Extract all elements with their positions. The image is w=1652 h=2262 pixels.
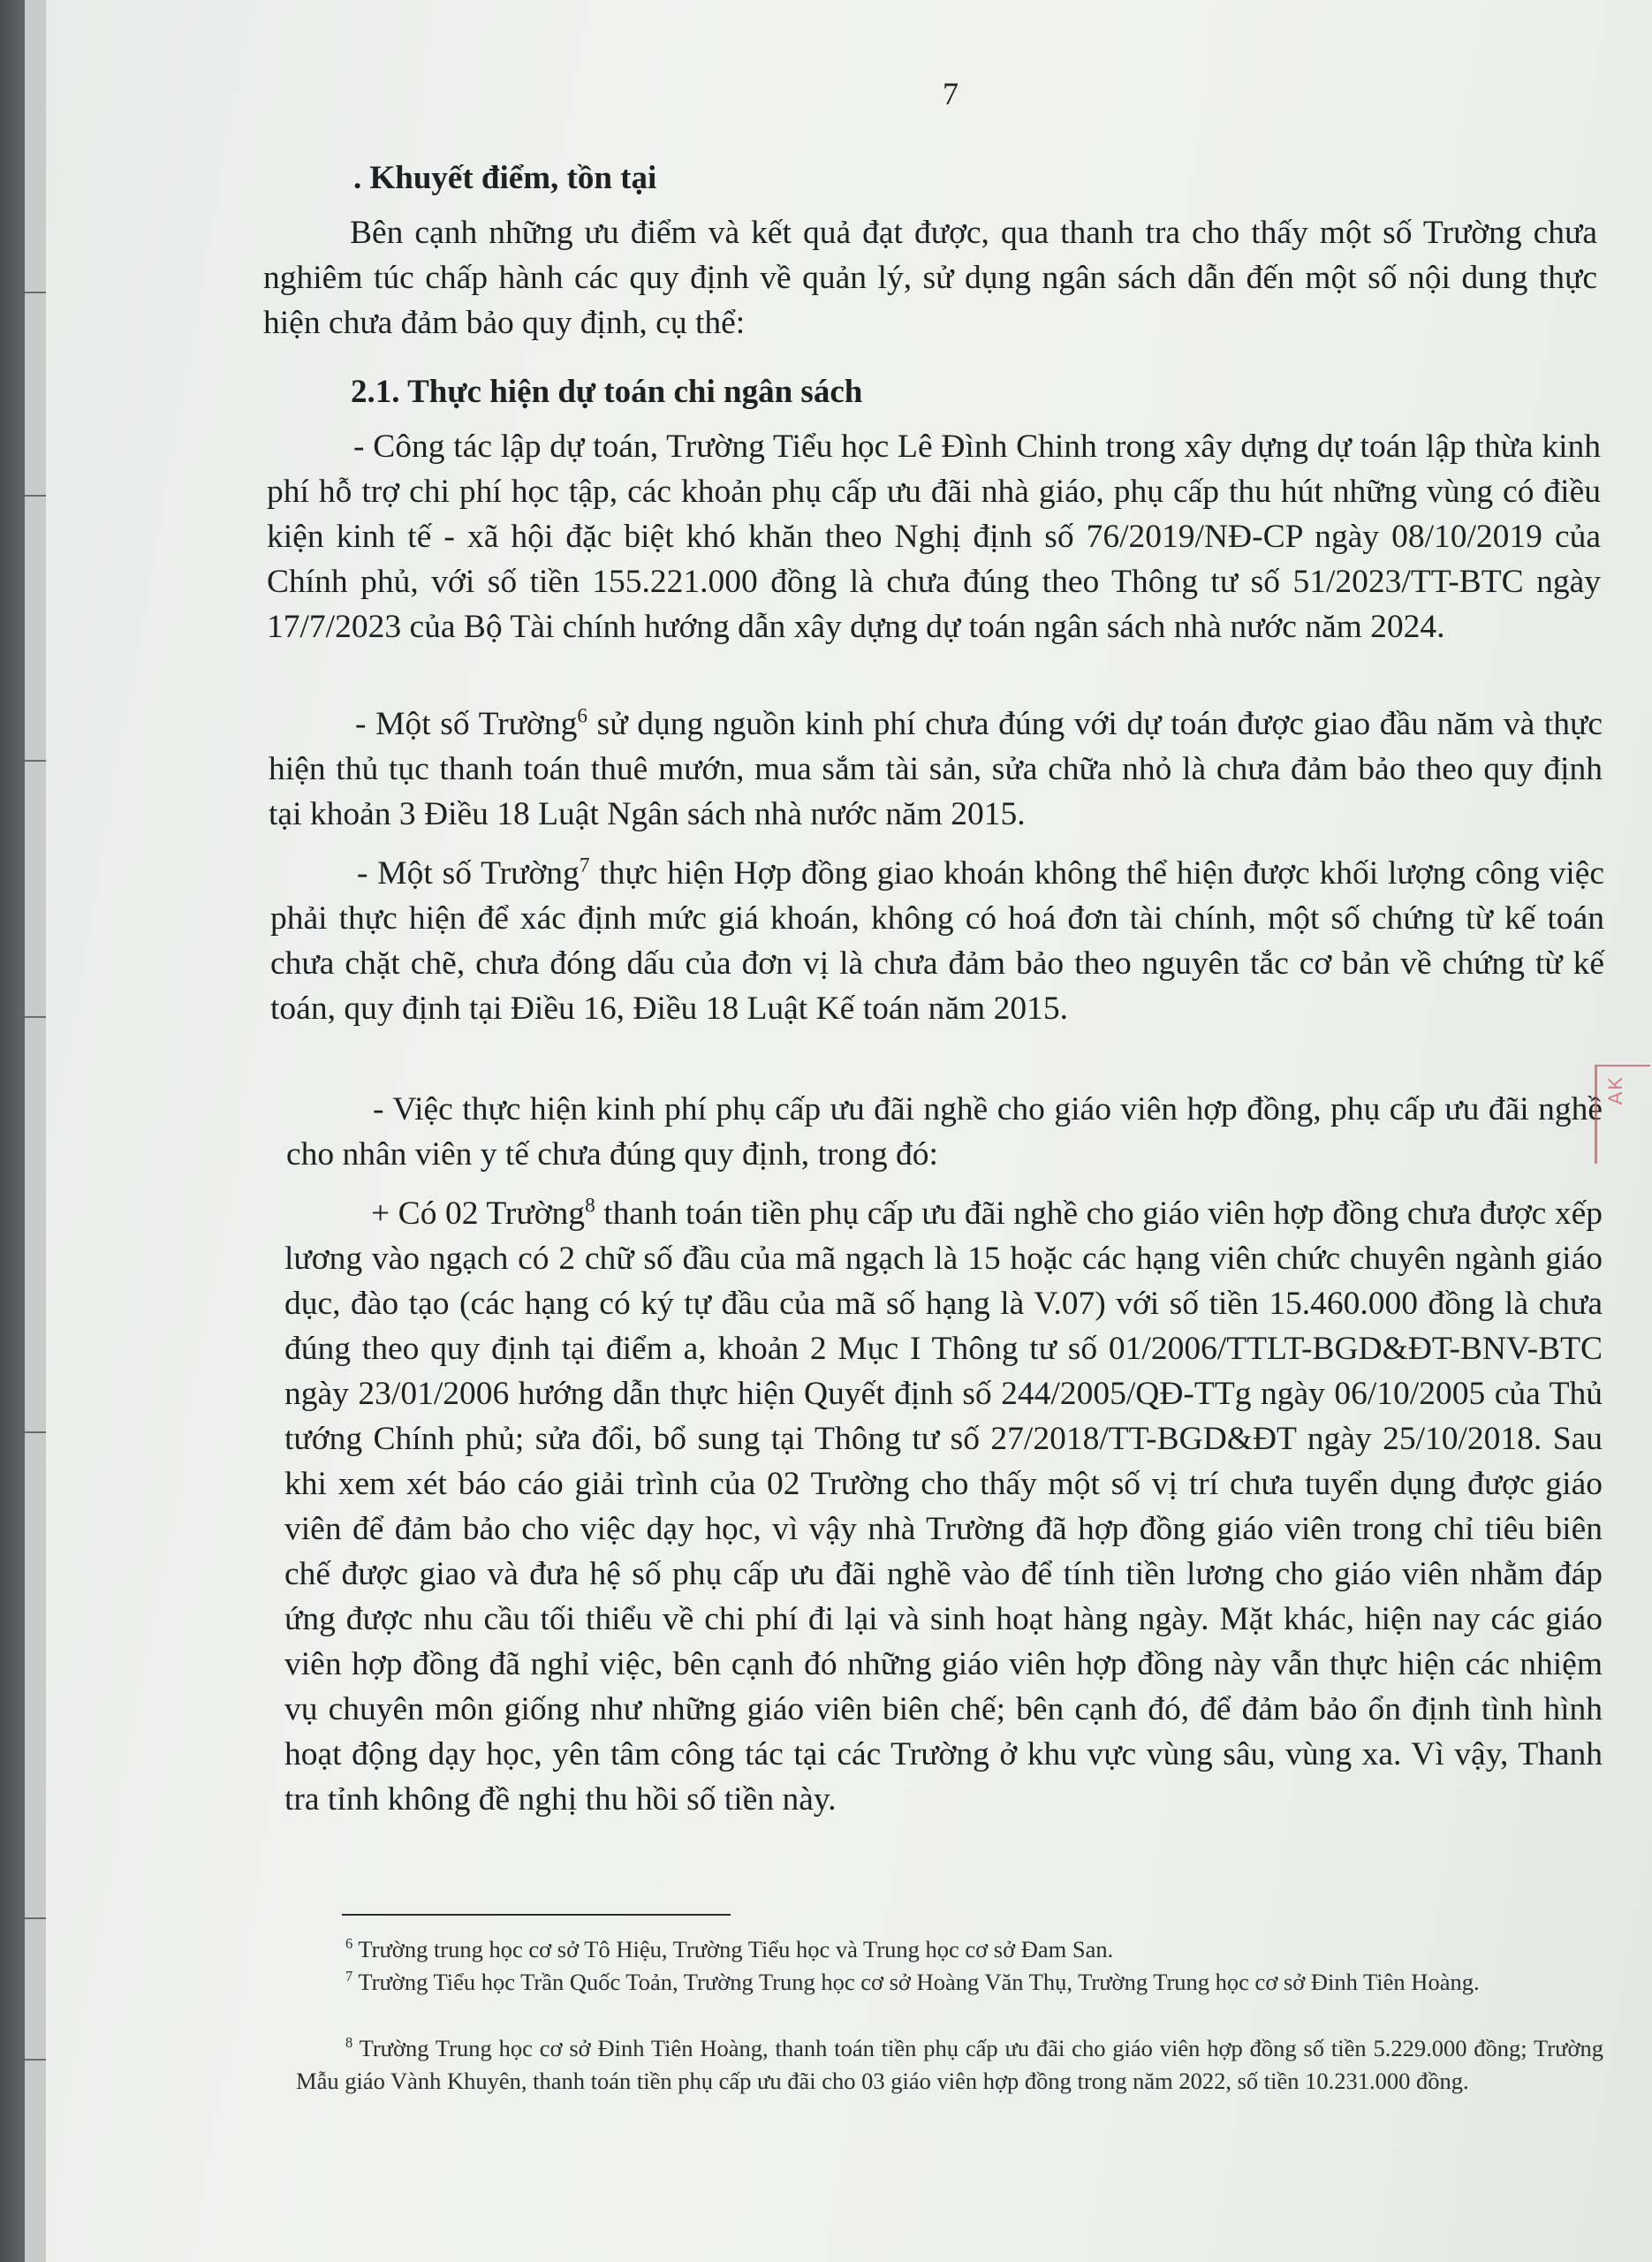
document-page [46, 0, 1652, 2262]
footnote-text: Trường Trung học cơ sở Đinh Tiên Hoàng, thanh toán tiền phụ cấp ưu đãi cho giáo viên hợp đồng số tiền 5.229.000 đồng; Trường Mẫu giáo Vành Khuyên, thanh toán tiền phụ cấp ưu đãi cho 03 giáo viên hợp đồng trong năm 2022, số tiền 10.231.000 đồng. [296, 2035, 1603, 2094]
subsection-heading: 2.1. Thực hiện dự toán chi ngân sách [351, 374, 863, 410]
footnote-7 [296, 1966, 1603, 1999]
paragraph-text: thanh toán tiền phụ cấp ưu đãi nghề cho giáo viên hợp đồng chưa được xếp lương vào ngạch có 2 chữ số đầu của mã ngạch là 15 hoặc các hạng viên chức chuyên ngành giáo dục, đào tạo (các hạng có ký tự đầu của mã số hạng là V.07) với số tiền 15.460.000 đồng là chưa đúng theo quy định tại điểm a, khoản 2 Mục I Thông tư số 01/2006/TTLT-BGD&ĐT-BNV-BTC ngày 23/01/2006 hướng dẫn thực hiện Quyết định số 244/2005/QĐ-TTg ngày 06/10/2005 của Thủ tướng Chính phủ; sửa đổi, bổ sung tại Thông tư số 27/2018/TT-BGD&ĐT ngày 25/10/2018. Sau khi xem xét báo cáo giải trình của 02 Trường cho thấy một số vị trí chưa tuyển dụng được giáo viên để đảm bảo cho việc dạy học, vì vậy nhà Trường đã hợp đồng giáo viên trong chỉ tiêu biên chế được giao và đưa hệ số phụ cấp ưu đãi nghề vào để tính tiền lương cho giáo viên nhằm đáp ứng được nhu cầu tối thiểu về chi phí đi lại và sinh hoạt hàng ngày. Mặt khác, hiện nay các giáo viên hợp đồng đã nghỉ việc, bên cạnh đó những giáo viên hợp đồng này vẫn thực hiện các nhiệm vụ chuyên môn giống như những giáo viên biên chế; bên cạnh đó, để đảm bảo ổn định tình hình hoạt động dạy học, yên tâm công tác tại các Trường ở khu vực vùng sâu, vùng xa. Vì vậy, Thanh tra tỉnh không đề nghị thu hồi số tiền này. [284, 1196, 1603, 1818]
intro-paragraph: Bên cạnh những ưu điểm và kết quả đạt được, qua thanh tra cho thấy một số Trường chưa nghiêm túc chấp hành các quy định về quản lý, sử dụng ngân sách dẫn đến một số nội dung thực hiện chưa đảm bảo quy định, cụ thể: [263, 215, 1597, 341]
paragraph-text: sử dụng nguồn kinh phí chưa đúng với dự toán được giao đầu năm và thực hiện thủ tục thanh toán thuê mướn, mua sắm tài sản, sửa chữa nhỏ là chưa đảm bảo theo quy định tại khoản 3 Điều 18 Luật Ngân sách nhà nước năm 2015. [269, 706, 1603, 832]
paragraph-contract [270, 851, 1604, 1031]
footnote-ref-6: 6 [577, 704, 587, 728]
footnote-text: Trường Tiểu học Trần Quốc Toản, Trường Trung học cơ sở Hoàng Văn Thụ, Trường Trung học cơ sở Đinh Tiên Hoàng. [352, 1969, 1480, 1995]
paragraph-text: + Có 02 Trường [371, 1196, 586, 1232]
footnote-6 [296, 1933, 1603, 1966]
paragraph-text: - Một số Trường [355, 706, 578, 742]
footnote-number: 8 [345, 2034, 353, 2052]
footnote-number: 7 [345, 1968, 353, 1985]
footnote-ref-8: 8 [585, 1194, 595, 1218]
page-number: 7 [943, 76, 959, 111]
paragraph-text: - Một số Trường [357, 855, 580, 892]
footnote-8 [296, 2032, 1603, 2098]
paragraph-budget-estimate: - Công tác lập dự toán, Trường Tiểu học Lê Đình Chinh trong xây dựng dự toán lập thừa kinh phí hỗ trợ chi phí học tập, các khoản phụ cấp ưu đãi nhà giáo, phụ cấp thu hút những vùng có điều kiện kinh tế - xã hội đặc biệt khó khăn theo Nghị định số 76/2019/NĐ-CP ngày 08/10/2019 của Chính phủ, với số tiền 155.221.000 đồng là chưa đúng theo Thông tư số 51/2023/TT-BTC ngày 17/7/2023 của Bộ Tài chính hướng dẫn xây dựng dự toán ngân sách nhà nước năm 2024. [267, 429, 1601, 645]
footnote-number: 6 [345, 1935, 353, 1953]
footnote-ref-7: 7 [579, 854, 590, 877]
section-heading: . Khuyết điểm, tồn tại [353, 160, 657, 196]
stamp-glyph: AK [1604, 1075, 1626, 1105]
paragraph-fund-usage [269, 702, 1603, 837]
red-stamp-mark [1595, 1065, 1650, 1164]
paragraph-text: thực hiện Hợp đồng giao khoán không thể hiện được khối lượng công việc phải thực hiện để xác định mức giá khoán, không có hoá đơn tài chính, một số chứng từ kế toán chưa chặt chẽ, chưa đóng dấu của đơn vị là chưa đảm bảo theo nguyên tắc cơ bản về chứng từ kế toán, quy định tại Điều 16, Điều 18 Luật Kế toán năm 2015. [270, 855, 1604, 1027]
paragraph-allowance: - Việc thực hiện kinh phí phụ cấp ưu đãi nghề cho giáo viên hợp đồng, phụ cấp ưu đãi nghề cho nhân viên y tế chưa đúng quy định, trong đó: [286, 1091, 1603, 1173]
footnote-separator [342, 1914, 731, 1916]
footnote-text: Trường trung học cơ sở Tô Hiệu, Trường Tiểu học và Trung học cơ sở Đam San. [352, 1936, 1114, 1962]
paragraph-allowance-detail [284, 1191, 1603, 1822]
